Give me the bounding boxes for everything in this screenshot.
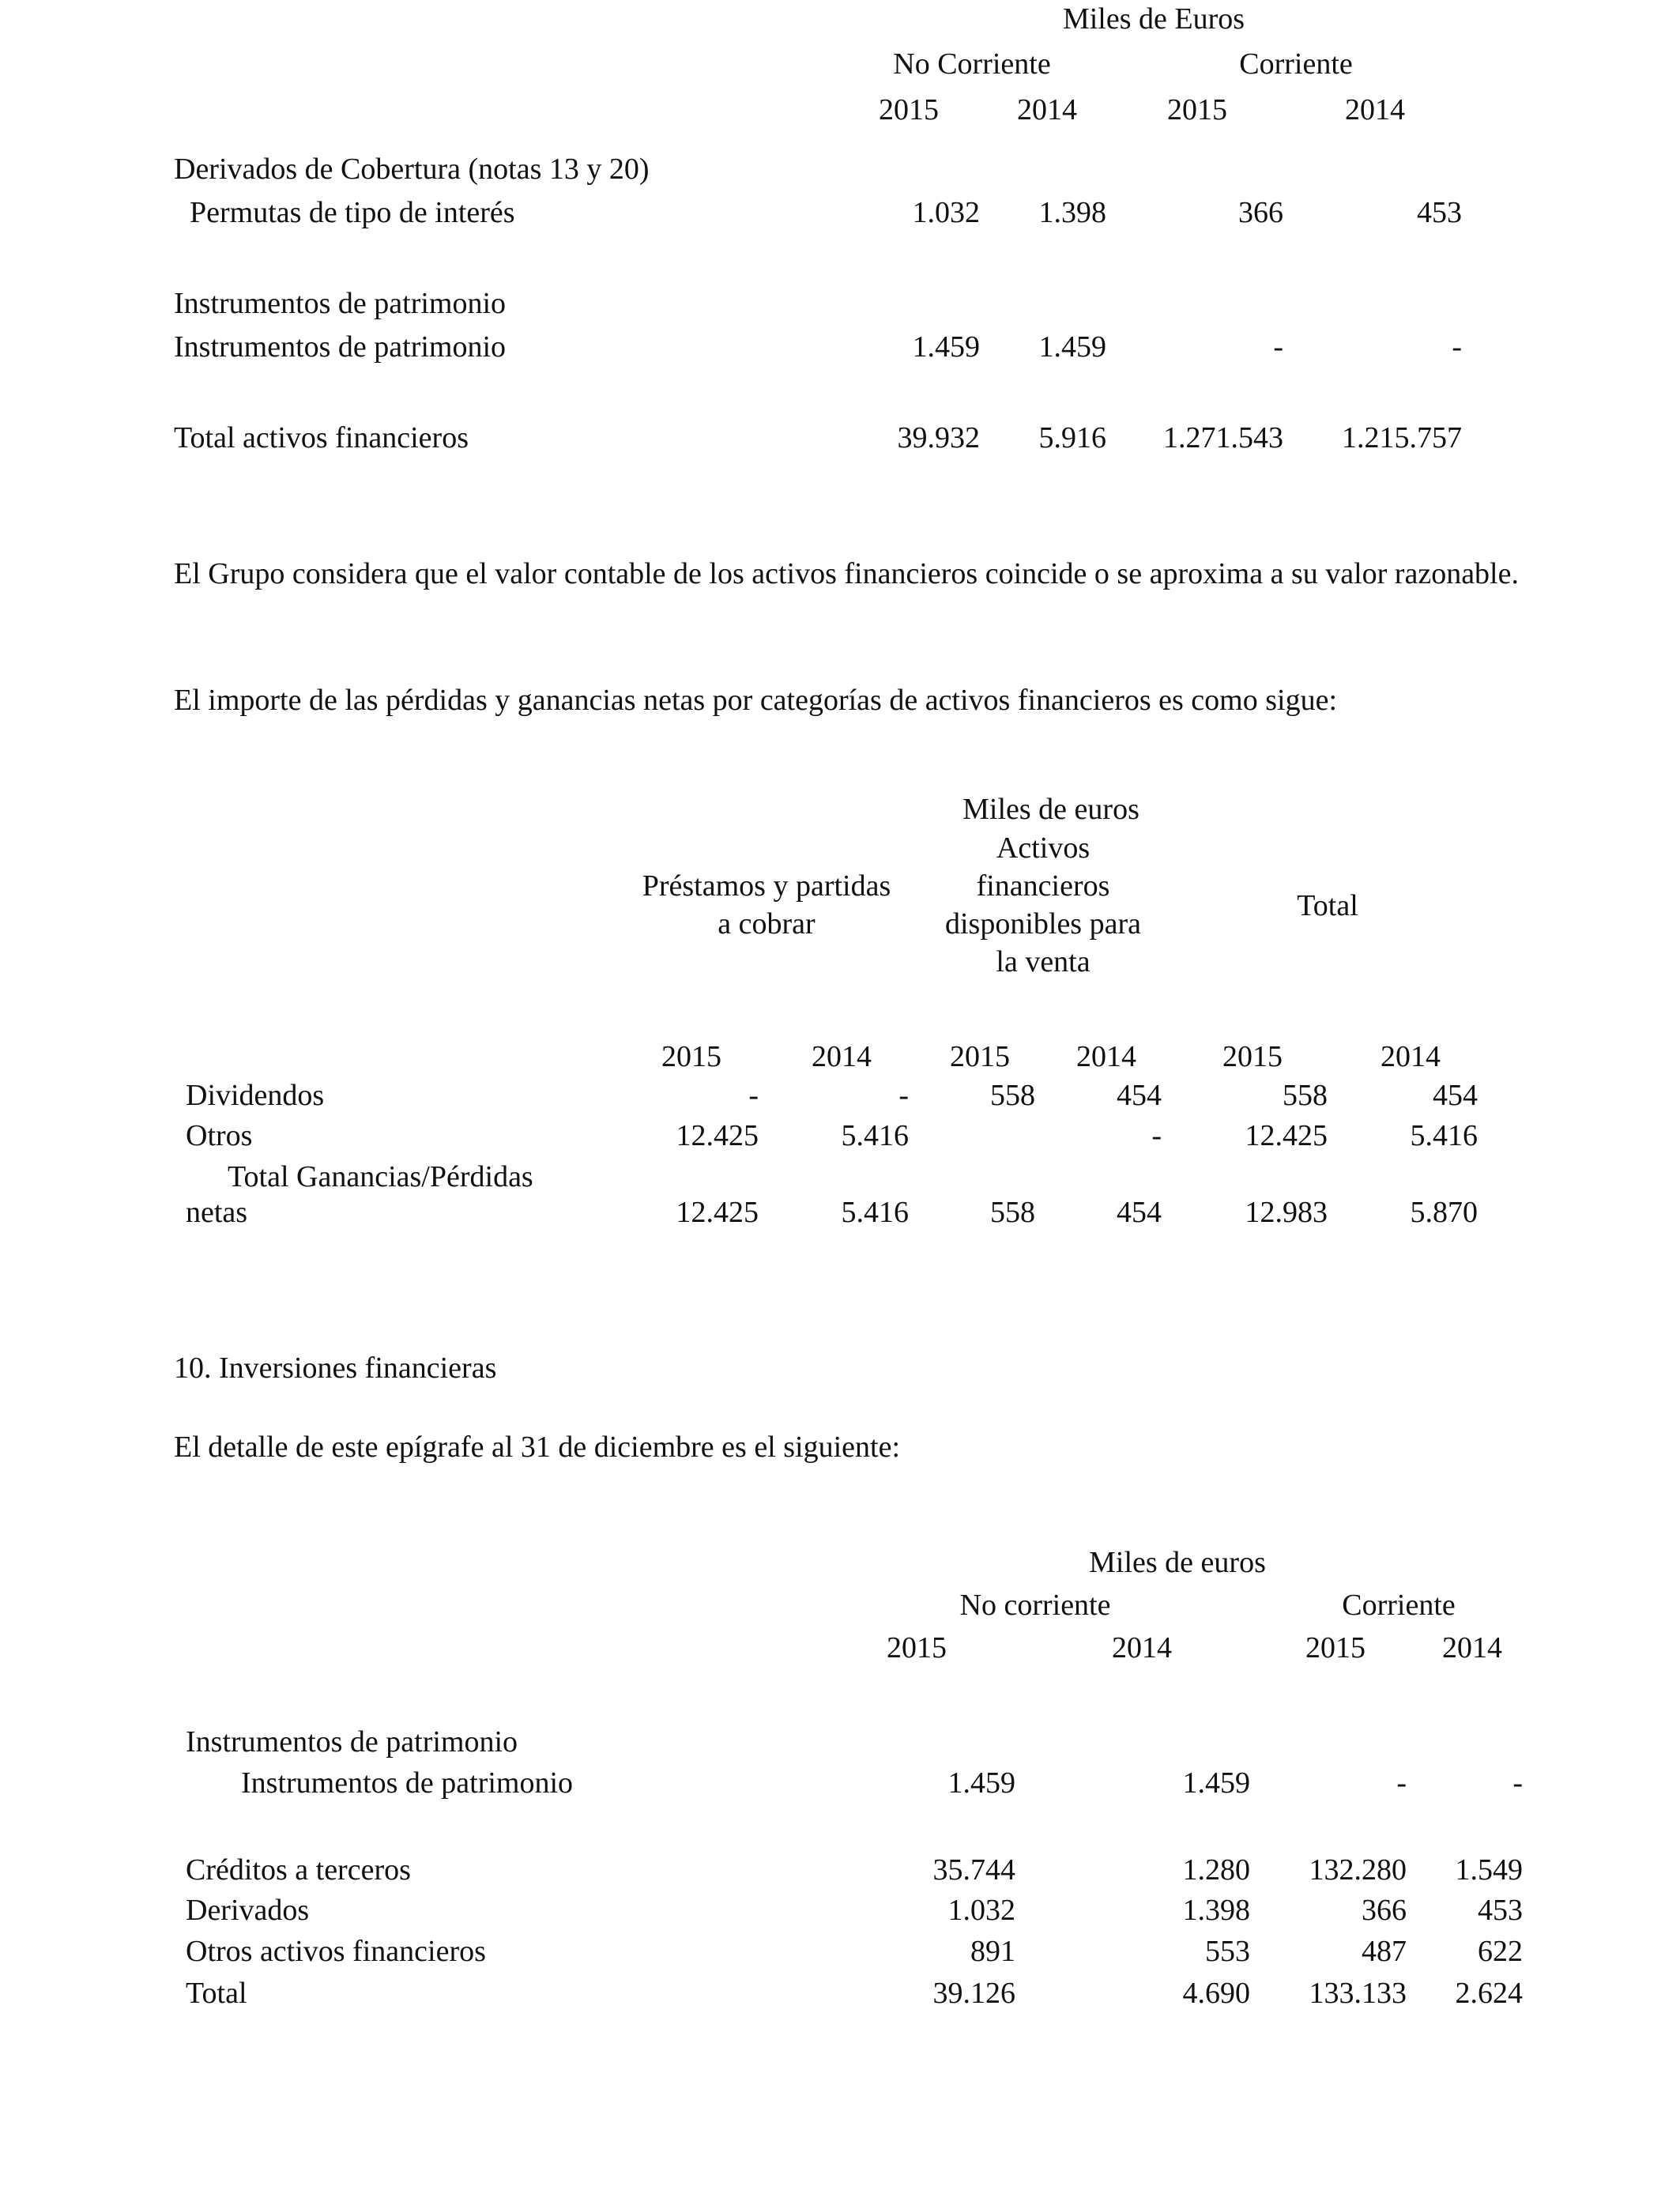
table2-cell: 12.425 (1245, 1119, 1328, 1152)
table3-row-label: Otros activos financieros (186, 1935, 486, 1968)
table2-cell: - (1151, 1119, 1162, 1152)
table3-total-cell: 4.690 (1182, 1977, 1250, 2010)
table2-total-header: Total (1297, 889, 1358, 922)
table2-afs-header: Activos (996, 831, 1090, 865)
table2-cell: 5.416 (1410, 1119, 1478, 1152)
table3-year: 2014 (1442, 1631, 1502, 1664)
table1-section-equity: Instrumentos de patrimonio (174, 287, 507, 320)
table2-total-label: Total Ganancias/Pérdidas (228, 1160, 533, 1193)
table2-year: 2014 (1076, 1040, 1136, 1073)
table1-cell: 453 (1417, 196, 1462, 229)
table1-year: 2015 (1167, 93, 1227, 126)
table1-year: 2014 (1017, 93, 1077, 126)
table2-cell: 454 (1117, 1079, 1162, 1112)
table1-cell: 1.459 (1038, 330, 1106, 364)
table1-total-cell: 1.215.757 (1342, 421, 1462, 454)
table2-year: 2014 (1381, 1040, 1441, 1073)
table1-total-cell: 5.916 (1038, 421, 1106, 454)
table3-cell: 1.280 (1182, 1853, 1250, 1887)
table2-cell: - (898, 1079, 909, 1112)
table2-cell: 12.425 (676, 1119, 759, 1152)
table2-total-cell: 5.416 (841, 1196, 909, 1229)
table1-row-label: Instrumentos de patrimonio (174, 330, 507, 364)
table3-section-equity: Instrumentos de patrimonio (186, 1725, 518, 1759)
table1-cell: 366 (1238, 196, 1283, 229)
table3-cell: 891 (970, 1935, 1015, 1968)
table1-year: 2014 (1345, 93, 1405, 126)
table3-year: 2015 (887, 1631, 947, 1664)
table2-year: 2015 (950, 1040, 1010, 1073)
table2-afs-header: la venta (996, 945, 1090, 978)
table2-loans-header: Préstamos y partidas (642, 869, 891, 903)
table2-year: 2015 (661, 1040, 721, 1073)
table2-unit-header: Miles de euros (962, 793, 1139, 826)
table3-row-label: Créditos a terceros (186, 1853, 411, 1887)
table2-total-cell: 12.983 (1245, 1196, 1328, 1229)
table3-cell: 1.459 (1182, 1766, 1250, 1800)
table3-cell: 132.280 (1309, 1853, 1407, 1887)
table3-total-label: Total (186, 1977, 247, 2010)
table2-loans-header: a cobrar (718, 907, 816, 941)
table3-cell: 1.398 (1182, 1894, 1250, 1927)
table1-total-cell: 39.932 (897, 421, 980, 454)
table3-cell: - (1396, 1766, 1407, 1800)
table2-total-cell: 12.425 (676, 1196, 759, 1229)
table2-row-label: Otros (186, 1119, 253, 1152)
table2-cell: 558 (1283, 1079, 1328, 1112)
paragraph-gains-losses: El importe de las pérdidas y ganancias netas por categorías de activos financieros es como sigue: (174, 684, 1337, 717)
table3-row-label: Derivados (186, 1894, 310, 1927)
table2-cell: 454 (1433, 1079, 1478, 1112)
table1-total-cell: 1.271.543 (1163, 421, 1283, 454)
table2-year: 2014 (812, 1040, 872, 1073)
table3-total-cell: 2.624 (1455, 1977, 1523, 2010)
table3-cell: 622 (1478, 1935, 1523, 1968)
table3-cell: 366 (1362, 1894, 1407, 1927)
table1-cell: 1.398 (1038, 196, 1106, 229)
table2-year: 2015 (1222, 1040, 1283, 1073)
table1-total-label: Total activos financieros (174, 421, 469, 454)
table3-unit-header: Miles de euros (1089, 1546, 1266, 1579)
table3-cell: 1.032 (947, 1894, 1015, 1927)
table2-total-cell: 5.870 (1410, 1196, 1478, 1229)
table3-cell: - (1512, 1766, 1523, 1800)
table3-cell: 487 (1362, 1935, 1407, 1968)
table3-cell: 453 (1478, 1894, 1523, 1927)
table2-total-label: netas (186, 1196, 248, 1229)
section-heading: 10. Inversiones financieras (174, 1351, 497, 1385)
table1-cell: - (1452, 330, 1462, 364)
table3-current-header: Corriente (1342, 1589, 1456, 1622)
paragraph-fair-value: El Grupo considera que el valor contable de los activos financieros coincide o se aproxima a su valor razonable. (174, 557, 1519, 590)
table1-cell: 1.459 (912, 330, 980, 364)
table3-year: 2014 (1112, 1631, 1172, 1664)
table2-cell: 558 (990, 1079, 1035, 1112)
table3-total-cell: 39.126 (932, 1977, 1015, 2010)
table1-year: 2015 (879, 93, 939, 126)
table1-cell: - (1273, 330, 1283, 364)
table2-afs-header: financieros (976, 869, 1110, 903)
table3-year: 2015 (1305, 1631, 1365, 1664)
table2-total-cell: 558 (990, 1196, 1035, 1229)
table1-cell: 1.032 (912, 196, 980, 229)
table1-noncurrent-header: No Corriente (893, 47, 1051, 81)
table1-row-label: Permutas de tipo de interés (190, 196, 515, 229)
table3-cell: 35.744 (932, 1853, 1015, 1887)
table1-section-hedging: Derivados de Cobertura (notas 13 y 20) (174, 153, 650, 186)
table2-cell: 5.416 (841, 1119, 909, 1152)
table3-cell: 1.459 (947, 1766, 1015, 1800)
table1-unit-header: Miles de Euros (1062, 2, 1245, 36)
table3-cell: 553 (1205, 1935, 1250, 1968)
table1-current-header: Corriente (1239, 47, 1353, 81)
paragraph-detail: El detalle de este epígrafe al 31 de diciembre es el siguiente: (174, 1431, 900, 1464)
table3-cell: 1.549 (1455, 1853, 1523, 1887)
table3-noncurrent-header: No corriente (959, 1589, 1111, 1622)
table2-row-label: Dividendos (186, 1079, 325, 1112)
table3-total-cell: 133.133 (1309, 1977, 1407, 2010)
table2-total-cell: 454 (1117, 1196, 1162, 1229)
table2-afs-header: disponibles para (944, 907, 1141, 941)
table2-cell: - (748, 1079, 759, 1112)
table3-row-label: Instrumentos de patrimonio (241, 1766, 574, 1800)
